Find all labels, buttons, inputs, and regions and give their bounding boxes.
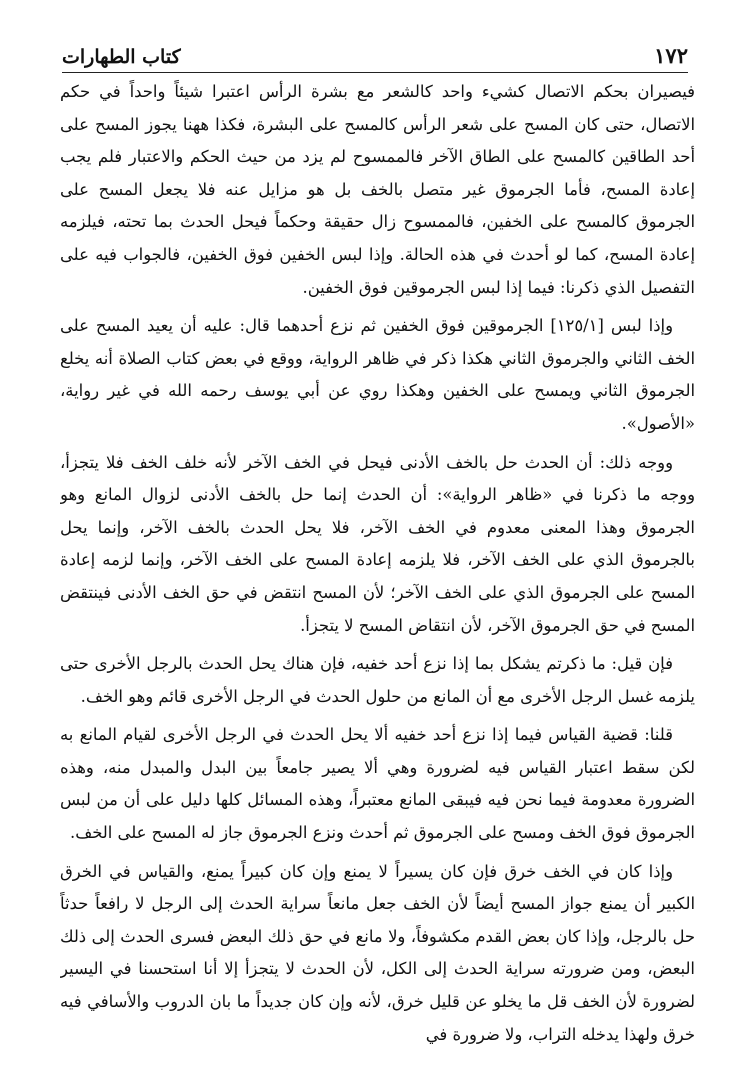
page-header [62,34,688,73]
paragraph-5: قلنا: قضية القياس فيما إذا نزع أحد خفيه ألا يحل الحدث في الرجل الأخرى لقيام المانع به لكن سقط اعتبار القياس فيه لضرورة وهي ألا يصير جامعاً بين البدل والمبدل منه، وهذه الضرورة معدومة فيما نحن فيه فيبقى المانع معتبراً، وهذه المسائل كلها دليل على أن من لبس الجرموق فوق الخف ومسح على الجرموق ثم أحدث ونزع الجرموق جاز له المسح على الخف. [60,725,695,843]
paragraph-1: فيصيران بحكم الاتصال كشيء واحد كالشعر مع بشرة الرأس اعتبرا شيئاً واحداً في حكم الاتصال، حتى كان المسح على شعر الرأس كالمسح على البشرة، فكذا ههنا يجوز المسح على أحد الطاقين كالمسح على الطاق الآخر فالممسوح لم يزد من حيث الحكم والاعتبار فلم يجب إعادة المسح، فأما الجرموق غير متصل بالخف بل هو مزايل عنه فلا يجعل المسح على الجرموق كالمسح على الخفين، فالممسوح زال حقيقة وحكماً فيحل الحدث بما تحته، فيلزمه إعادة المسح، كما لو أحدث في هذه الحالة. وإذا لبس الخفين فوق الخفين، فالجواب فيه على التفصيل الذي ذكرنا: فيما إذا لبس الجرموقين فوق الخفين. [60,82,695,297]
page-number: ١٧٢ [654,43,688,68]
paragraph-3: ووجه ذلك: أن الحدث حل بالخف الأدنى فيحل في الخف الآخر لأنه خلف الخف فلا يتجزأ، ووجه ما ذكرنا في «ظاهر الرواية»: أن الحدث إنما حل بالخف الأدنى لزوال المانع وهو الجرموق وهذا المعنى معدوم في الخف الآخر، فلا يحل الحدث بالخف الآخر، وإنما يحل بالجرموق الذي على الخف الآخر، فلا يلزمه إعادة المسح على الخف الآخر، وإنما لزمه إعادة المسح على الجرموق الذي على الخف الآخر؛ لأن المسح انتقض في حق الخف الأدنى فينتقض المسح في حق الجرموق الآخر، لأن انتقاض المسح لا يتجزأ. [60,452,695,635]
paragraph-6: وإذا كان في الخف خرق فإن كان يسيراً لا يمنع وإن كان كبيراً يمنع، والقياس في الخرق الكبير أن يمنع جواز المسح أيضاً لأن الخف جعل مانعاً سراية الحدث إلى الرجل لا رافعاً حدثاً حل بالرجل، وإذا كان بعض القدم مكشوفاً، ولا مانع في حق ذلك البعض فسرى الحدث إلى ذلك البعض، ومن ضرورته سراية الحدث إلى الكل، لأن الحدث لا يتجزأ إلا أنا استحسنا في اليسير لضرورة لأن الخف قل ما يخلو عن قليل خرق، لأنه وإن كان جديداً ما بان الدروب والأسافي فيه خرق ولهذا يدخله التراب، ولا ضرورة في [60,861,695,1044]
body-text [60,76,695,1086]
paragraph-4: فإن قيل: ما ذكرتم يشكل بما إذا نزع أحد خفيه، فإن هناك يحل الحدث بالرجل الأخرى حتى يلزمه غسل الرجل الأخرى مع أن المانع من حلول الحدث في الرجل الأخرى قائم وهو الخف. [60,654,695,706]
paragraph-2: وإذا لبس [١٢٥/١] الجرموقين فوق الخفين ثم نزع أحدهما قال: عليه أن يعيد المسح على الخف الثاني والجرموق الثاني هكذا ذكر في ظاهر الرواية، ووقع في بعض كتاب الصلاة أنه يخلع الجرموق الثاني ويمسح على الخفين وهكذا روي عن أبي يوسف رحمه الله في غير رواية، «الأصول». [60,316,695,433]
book-title: كتاب الطهارات [62,46,181,68]
